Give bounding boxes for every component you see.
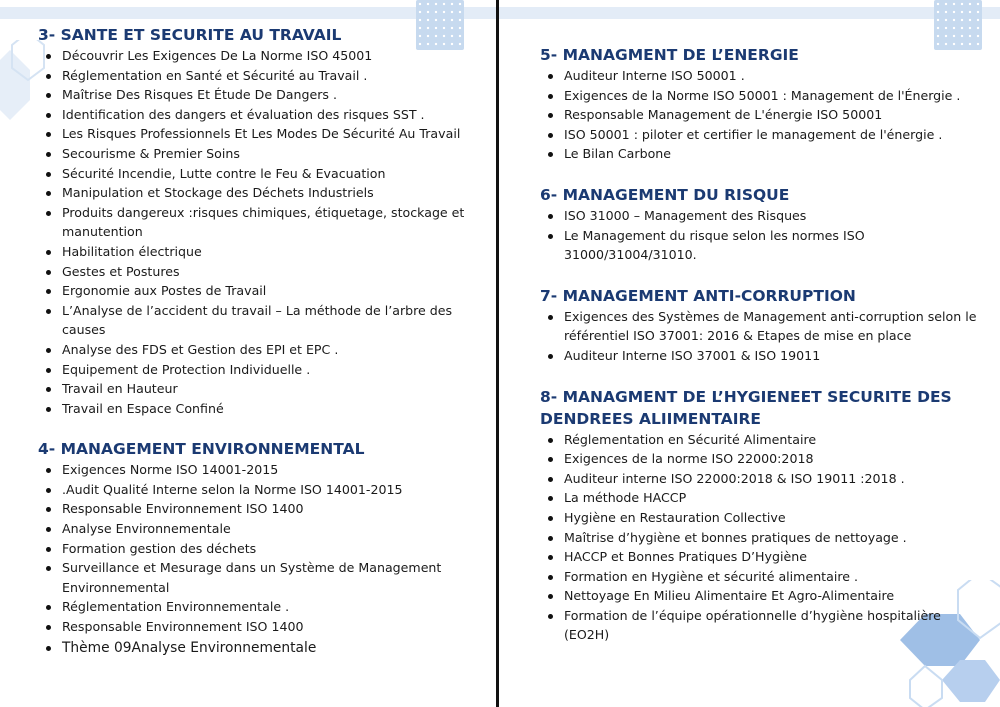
list-item: Réglementation Environnementale .	[38, 597, 478, 617]
list-item: Maîtrise d’hygiène et bonnes pratiques de nettoyage .	[540, 528, 980, 548]
list-item: Equipement de Protection Individuelle .	[38, 360, 478, 380]
list-item: Formation gestion des déchets	[38, 539, 478, 559]
list-item: Travail en Hauteur	[38, 379, 478, 399]
list-item: ISO 50001 : piloter et certifier le management de l'énergie .	[540, 125, 980, 145]
section-list-sante-securite	[38, 46, 478, 418]
list-item: HACCP et Bonnes Pratiques D’Hygiène	[540, 547, 980, 567]
section-list-environnement	[38, 460, 478, 658]
section-list-hygiene	[540, 430, 980, 646]
list-item: Travail en Espace Confiné	[38, 399, 478, 419]
section-title-environnement: 4- MANAGEMENT ENVIRONNEMENTAL	[38, 440, 365, 459]
list-item: Hygiène en Restauration Collective	[540, 508, 980, 528]
list-item: Exigences des Systèmes de Management anti-corruption selon le référentiel ISO 37001: 2016 & Etapes de mise en place	[540, 307, 980, 346]
top-band-right	[499, 7, 1000, 19]
section-list-anti-corruption	[540, 307, 980, 366]
list-item: Exigences de la norme ISO 22000:2018	[540, 449, 980, 469]
list-item: L’Analyse de l’accident du travail – La méthode de l’arbre des causes	[38, 301, 478, 340]
list-item: Responsable Environnement ISO 1400	[38, 499, 478, 519]
list-item: .Audit Qualité Interne selon la Norme ISO 14001-2015	[38, 480, 478, 500]
section-title-energie: 5- MANAGMENT DE L’ENERGIE	[540, 46, 799, 64]
list-item: Habilitation électrique	[38, 242, 478, 262]
list-item: Auditeur Interne ISO 50001 .	[540, 66, 980, 86]
list-item: Formation en Hygiène et sécurité alimentaire .	[540, 567, 980, 587]
right-column	[540, 44, 980, 645]
list-item: Gestes et Postures	[38, 262, 478, 282]
list-item: Découvrir Les Exigences De La Norme ISO 45001	[38, 46, 478, 66]
list-item: Exigences de la Norme ISO 50001 : Management de l'Énergie .	[540, 86, 980, 106]
list-item: Formation de l’équipe opérationnelle d’hygiène hospitalière (EO2H)	[540, 606, 980, 645]
list-item: Auditeur interne ISO 22000:2018 & ISO 19011 :2018 .	[540, 469, 980, 489]
section-title-anti-corruption: 7- MANAGEMENT ANTI-CORRUPTION	[540, 286, 856, 305]
list-item: Réglementation en Santé et Sécurité au Travail .	[38, 66, 478, 86]
list-item: Responsable Management de L'énergie ISO 50001	[540, 105, 980, 125]
list-item: Secourisme & Premier Soins	[38, 144, 478, 164]
list-item: Sécurité Incendie, Lutte contre le Feu & Evacuation	[38, 164, 478, 184]
column-divider	[496, 0, 499, 707]
section-title-risque: 6- MANAGEMENT DU RISQUE	[540, 185, 790, 204]
list-item: Le Bilan Carbone	[540, 144, 980, 164]
list-item: Auditeur Interne ISO 37001 & ISO 19011	[540, 346, 980, 366]
list-item: Analyse Environnementale	[38, 519, 478, 539]
section-title-sante-securite: 3- SANTE ET SECURITE AU TRAVAIL	[38, 26, 342, 44]
list-item: Surveillance et Mesurage dans un Système de Management Environnemental	[38, 558, 478, 597]
list-item: Réglementation en Sécurité Alimentaire	[540, 430, 980, 450]
list-item: Maîtrise Des Risques Et Étude De Dangers .	[38, 85, 478, 105]
list-item: Produits dangereux :risques chimiques, étiquetage, stockage et manutention	[38, 203, 478, 242]
list-item: Les Risques Professionnels Et Les Modes De Sécurité Au Travail	[38, 124, 478, 144]
list-item: La méthode HACCP	[540, 488, 980, 508]
section-title-hygiene: 8- MANAGMENT DE L’HYGIENEET SECURITE DES DENDREES ALIIMENTAIRE	[540, 387, 952, 428]
list-item: ISO 31000 – Management des Risques	[540, 206, 980, 226]
list-item: Manipulation et Stockage des Déchets Industriels	[38, 183, 478, 203]
list-item: Analyse des FDS et Gestion des EPI et EPC .	[38, 340, 478, 360]
list-item: Ergonomie aux Postes de Travail	[38, 281, 478, 301]
list-item: Thème 09Analyse Environnementale	[38, 637, 478, 659]
section-list-risque	[540, 206, 980, 265]
left-column	[38, 24, 478, 659]
list-item: Responsable Environnement ISO 1400	[38, 617, 478, 637]
list-item: Nettoyage En Milieu Alimentaire Et Agro-Alimentaire	[540, 586, 980, 606]
dot-grid-decoration-right	[934, 0, 982, 50]
section-list-energie	[540, 66, 980, 164]
list-item: Le Management du risque selon les normes ISO 31000/31004/31010.	[540, 226, 980, 265]
list-item: Exigences Norme ISO 14001-2015	[38, 460, 478, 480]
list-item: Identification des dangers et évaluation des risques SST .	[38, 105, 478, 125]
